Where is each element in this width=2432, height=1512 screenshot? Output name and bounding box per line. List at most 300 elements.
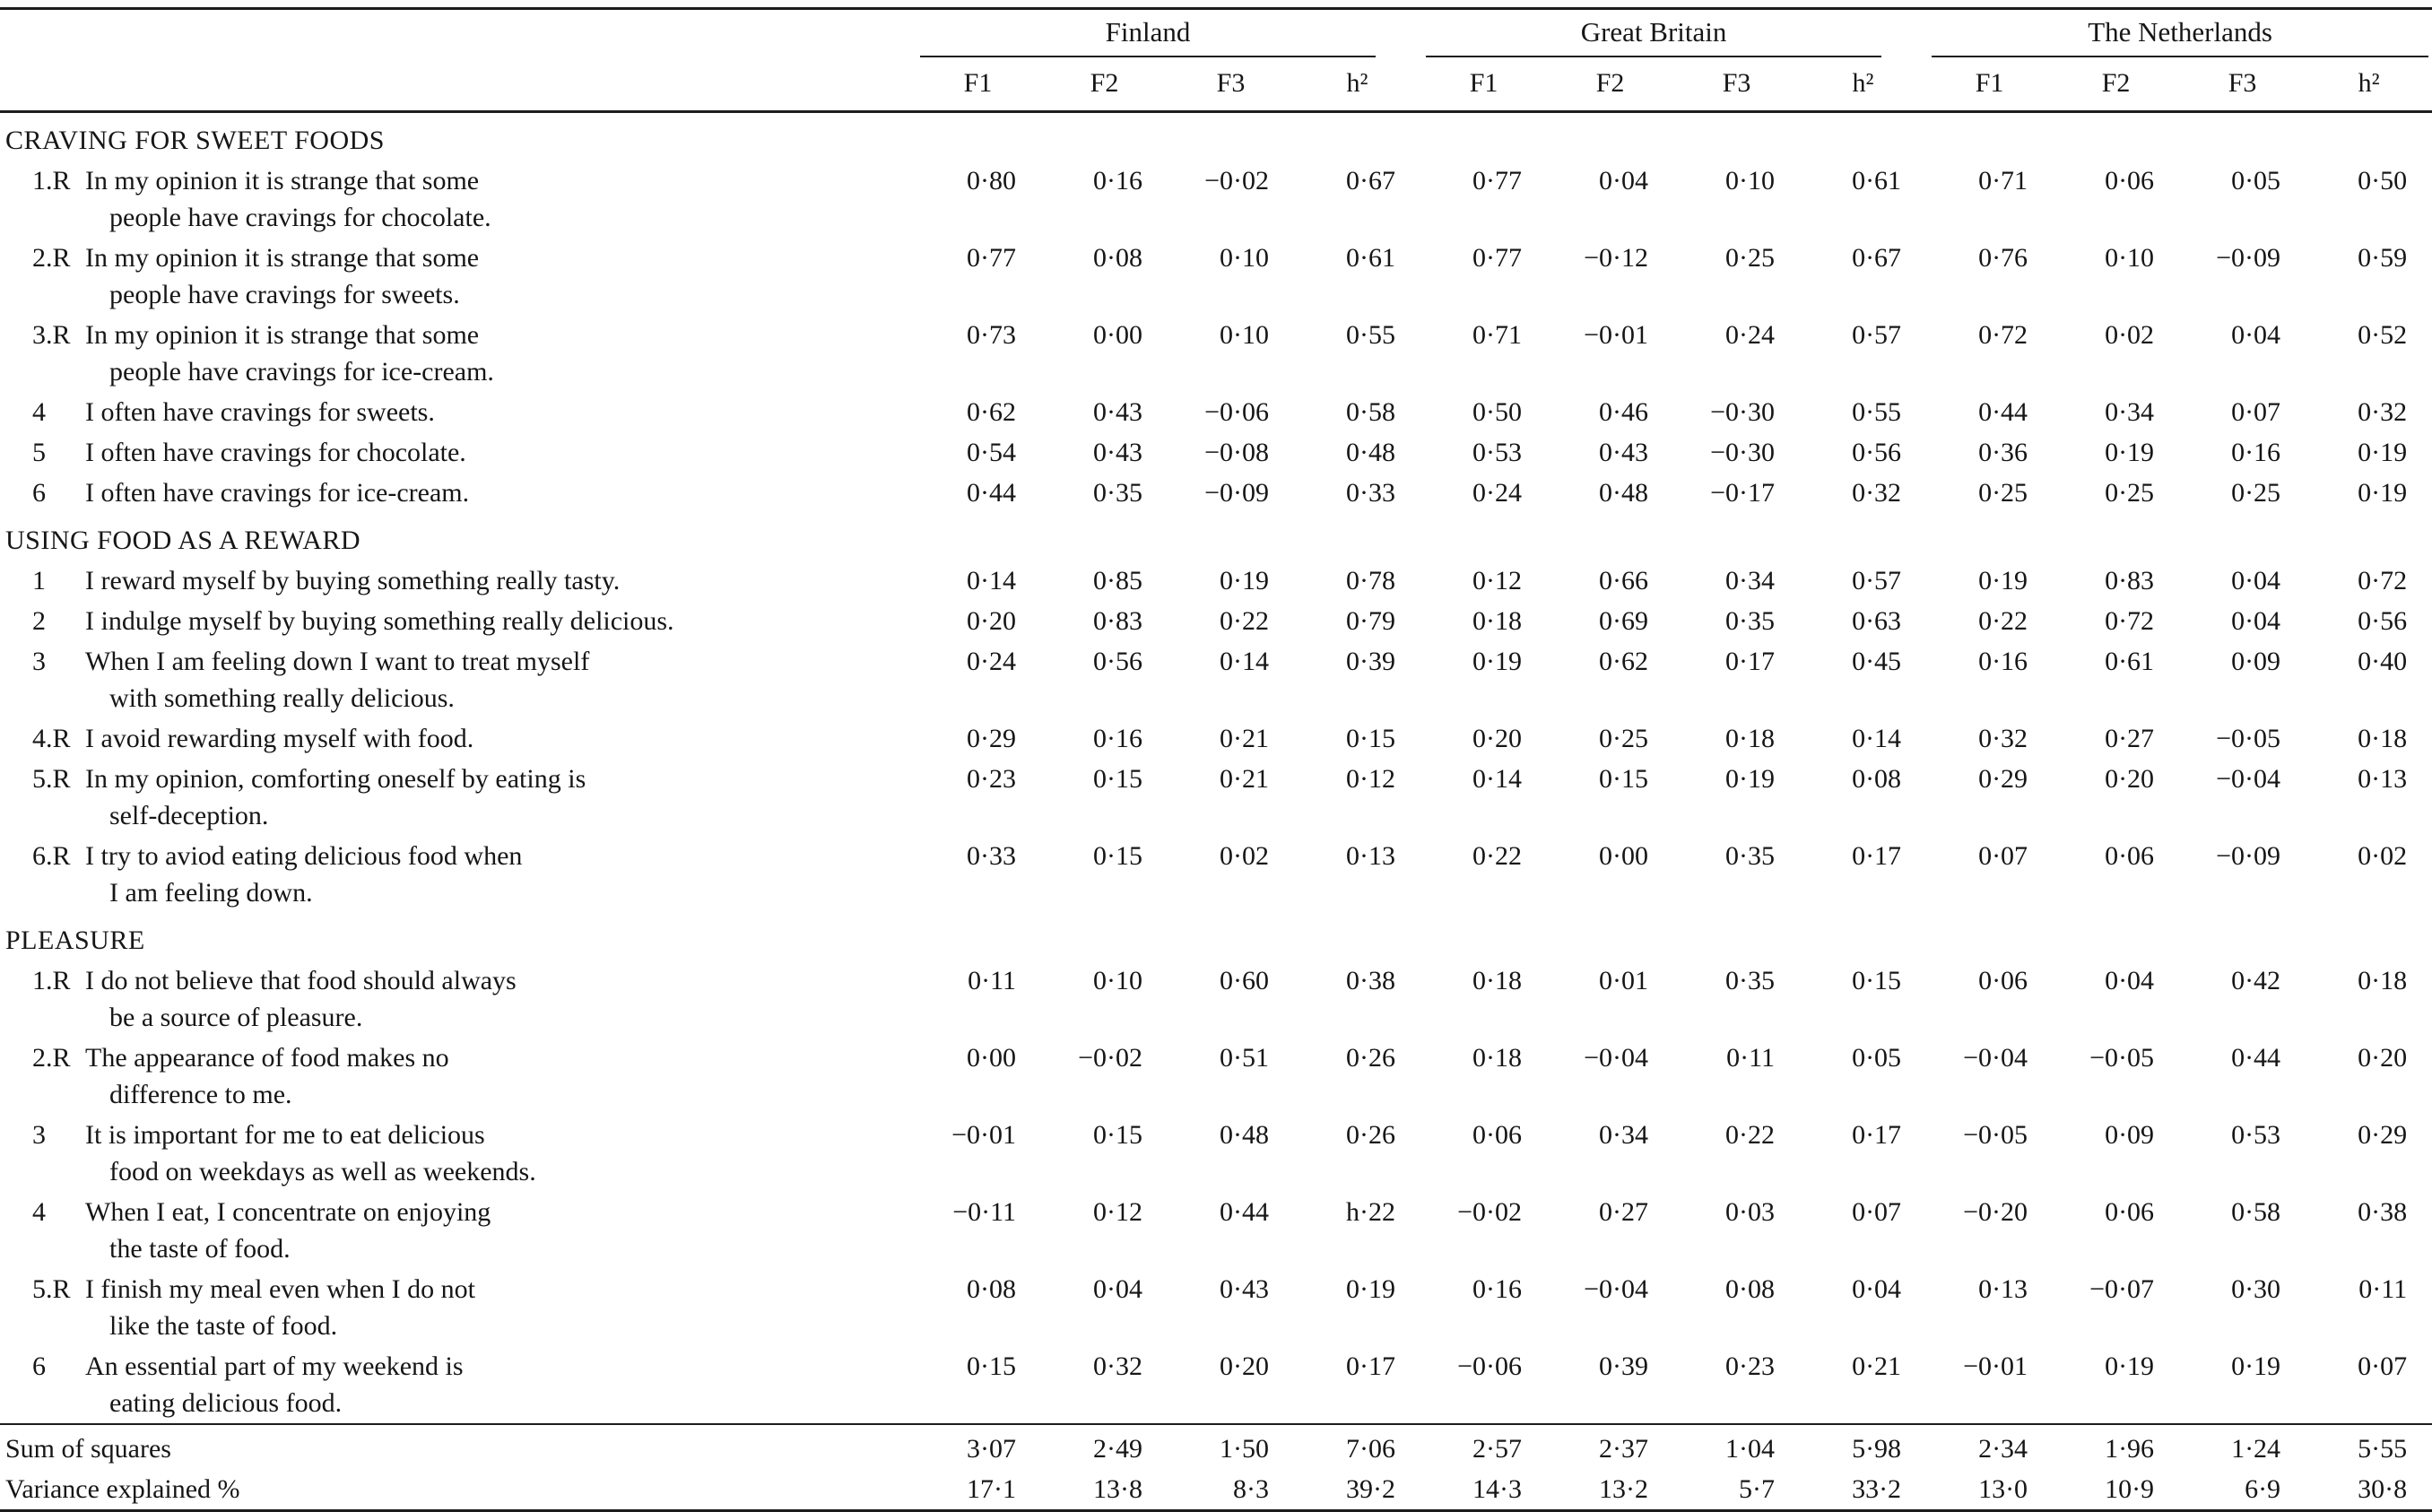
- loading-value: 0·69: [1599, 606, 1649, 636]
- loading-value: 0·11: [968, 966, 1016, 995]
- loading-value: 0·03: [1725, 1197, 1776, 1227]
- loading-value: 0·19: [2231, 1351, 2281, 1381]
- item-number: 5.R: [32, 764, 71, 794]
- loading-value: −0·04: [1584, 1043, 1649, 1073]
- statement-line: people have cravings for ice-cream.: [109, 357, 494, 387]
- loading-value: −0·04: [2216, 764, 2281, 794]
- loading-value: 0·19: [1725, 764, 1776, 794]
- statement-line: eating delicious food.: [109, 1388, 343, 1418]
- loading-value: 0·29: [1978, 764, 2028, 794]
- loading-value: 0·20: [2358, 1043, 2408, 1073]
- item-row: [0, 1269, 2432, 1346]
- loading-value: −0·06: [1204, 397, 1269, 427]
- item-row: [0, 836, 2432, 913]
- loading-value: 0·16: [1978, 647, 2028, 676]
- loading-value: 0·04: [2105, 966, 2155, 995]
- loading-value: 0·16: [2231, 438, 2281, 467]
- loading-value: 0·57: [1852, 566, 1902, 595]
- loading-value: 0·25: [1725, 243, 1776, 273]
- loading-value: 0·14: [1220, 647, 1269, 676]
- loading-value: 0·07: [2231, 397, 2281, 427]
- loading-value: 0·18: [1472, 606, 1523, 636]
- loading-value: 0·44: [1220, 1197, 1269, 1227]
- loading-value: 0·06: [1978, 966, 2028, 995]
- column-header: h²: [1800, 57, 1926, 112]
- loading-value: 0·21: [1852, 1351, 1902, 1381]
- loading-value: h·22: [1346, 1197, 1396, 1227]
- item-statement: [85, 560, 915, 601]
- loading-value: 0·02: [2358, 841, 2408, 871]
- loading-value: 0·22: [1220, 606, 1269, 636]
- loading-value: 0·63: [1852, 606, 1902, 636]
- loading-value: 0·20: [1472, 724, 1523, 753]
- loading-value: 0·29: [967, 724, 1016, 753]
- factor-columns-row: [0, 57, 2432, 112]
- column-header: F3: [1673, 57, 1800, 112]
- statement-line: I often have cravings for ice-cream.: [85, 478, 470, 508]
- item-row: [0, 1038, 2432, 1115]
- footer-label: Variance explained %: [5, 1474, 240, 1504]
- section-title: USING FOOD AS A REWARD: [5, 526, 361, 555]
- column-header: F3: [2179, 57, 2306, 112]
- group-underline: [920, 13, 1376, 57]
- column-header: F1: [915, 57, 1041, 112]
- column-header: F3: [1168, 57, 1294, 112]
- loading-value: 0·66: [1599, 566, 1649, 595]
- footer-row: [0, 1424, 2432, 1469]
- loading-value: 0·29: [2358, 1120, 2408, 1150]
- footer-value: 1·96: [2053, 1424, 2179, 1469]
- section-title: PLEASURE: [5, 925, 145, 955]
- loading-value: 0·32: [1978, 724, 2028, 753]
- loading-value: −0·12: [1584, 243, 1649, 273]
- loading-value: 0·18: [2358, 966, 2408, 995]
- loading-value: 0·08: [967, 1274, 1016, 1304]
- loading-value: 0·17: [1852, 1120, 1902, 1150]
- footer-value: 7·06: [1294, 1424, 1420, 1469]
- loading-value: 0·23: [1725, 1351, 1776, 1381]
- loading-value: 0·18: [1472, 966, 1523, 995]
- statement-line: like the taste of food.: [109, 1311, 338, 1341]
- loading-value: 0·19: [1346, 1274, 1396, 1304]
- loading-value: 0·54: [967, 438, 1016, 467]
- item-number: 5.R: [32, 1274, 71, 1304]
- loading-value: 0·32: [1852, 478, 1902, 508]
- loading-value: 0·19: [2105, 438, 2155, 467]
- column-header: F1: [1926, 57, 2053, 112]
- footer-value: 6·9: [2245, 1474, 2281, 1504]
- loading-value: −0·07: [2089, 1274, 2155, 1304]
- item-number: 2.R: [32, 243, 71, 273]
- loading-value: 0·07: [2358, 1351, 2408, 1381]
- item-statement: [85, 1115, 915, 1192]
- statement-line: I try to aviod eating delicious food when: [85, 841, 523, 871]
- loading-value: 0·34: [1599, 1120, 1649, 1150]
- loading-value: 0·14: [1852, 724, 1902, 753]
- statement-line: food on weekdays as well as weekends.: [109, 1157, 536, 1186]
- item-number: 6: [32, 1351, 46, 1381]
- section-title: CRAVING FOR SWEET FOODS: [5, 126, 385, 155]
- section-row: [0, 112, 2432, 161]
- factor-loadings-table: [0, 7, 2432, 1512]
- loading-value: 0·78: [1346, 566, 1396, 595]
- loading-value: 0·32: [1093, 1351, 1142, 1381]
- footer-value: 1·50: [1168, 1424, 1294, 1469]
- loading-value: 0·07: [1978, 841, 2028, 871]
- loading-value: 0·06: [1472, 1120, 1523, 1150]
- column-header: F2: [1041, 57, 1168, 112]
- loading-value: 0·04: [1093, 1274, 1142, 1304]
- loading-value: 0·06: [2105, 841, 2155, 871]
- column-header: F2: [1547, 57, 1673, 112]
- statement-line: I avoid rewarding myself with food.: [85, 724, 474, 753]
- item-number: 1.R: [32, 166, 71, 196]
- group-label: The Netherlands: [2088, 16, 2272, 48]
- loading-value: −0·20: [1963, 1197, 2028, 1227]
- loading-value: 0·35: [1725, 841, 1776, 871]
- statement-line: In my opinion it is strange that some: [85, 243, 480, 273]
- loading-value: −0·06: [1457, 1351, 1523, 1381]
- loading-value: −0·05: [2089, 1043, 2155, 1073]
- item-row: [0, 432, 2432, 473]
- item-number: 4.R: [32, 724, 71, 753]
- footer-value: 2·34: [1926, 1424, 2053, 1469]
- item-row: [0, 392, 2432, 432]
- statement-line: be a source of pleasure.: [109, 1003, 363, 1032]
- loading-value: 0·39: [1599, 1351, 1649, 1381]
- item-row: [0, 315, 2432, 392]
- item-statement: [85, 1346, 915, 1424]
- footer-value: 2·37: [1547, 1424, 1673, 1469]
- loading-value: 0·35: [1725, 606, 1776, 636]
- loading-value: −0·04: [1963, 1043, 2028, 1073]
- loading-value: −0·11: [952, 1197, 1016, 1227]
- loading-value: 0·19: [2105, 1351, 2155, 1381]
- loading-value: 0·15: [1346, 724, 1396, 753]
- loading-value: 0·83: [2105, 566, 2155, 595]
- item-number: 2.R: [32, 1043, 71, 1073]
- loading-value: 0·83: [1093, 606, 1142, 636]
- loading-value: −0·30: [1710, 438, 1776, 467]
- loading-value: 0·14: [967, 566, 1016, 595]
- loading-value: 0·67: [1852, 243, 1902, 273]
- footer-value: 5·98: [1800, 1424, 1926, 1469]
- statement-line: In my opinion it is strange that some: [85, 166, 480, 196]
- footer-row: [0, 1469, 2432, 1511]
- loading-value: 0·21: [1220, 724, 1269, 753]
- loading-value: 0·08: [1852, 764, 1902, 794]
- item-number: 3.R: [32, 320, 71, 350]
- loading-value: 0·34: [1725, 566, 1776, 595]
- loading-value: 0·04: [2231, 606, 2281, 636]
- item-statement: [85, 601, 915, 641]
- loading-value: 0·35: [1093, 478, 1142, 508]
- loading-value: 0·25: [2231, 478, 2281, 508]
- loading-value: 0·61: [2105, 647, 2155, 676]
- statement-line: I reward myself by buying something really tasty.: [85, 566, 621, 595]
- loading-value: 0·20: [2105, 764, 2155, 794]
- loading-value: 0·40: [2358, 647, 2408, 676]
- loading-value: 0·25: [1978, 478, 2028, 508]
- loading-value: 0·25: [1599, 724, 1649, 753]
- loading-value: 0·04: [1852, 1274, 1902, 1304]
- loading-value: 0·08: [1725, 1274, 1776, 1304]
- loading-value: 0·12: [1346, 764, 1396, 794]
- group-header: [1926, 9, 2432, 58]
- loading-value: −0·01: [1963, 1351, 2028, 1381]
- loading-value: −0·04: [1584, 1274, 1649, 1304]
- loading-value: −0·09: [2216, 841, 2281, 871]
- loading-value: 0·11: [1726, 1043, 1776, 1073]
- item-number: 3: [32, 647, 46, 676]
- item-row: [0, 161, 2432, 238]
- loading-value: 0·07: [1852, 1197, 1902, 1227]
- loading-value: 0·16: [1472, 1274, 1523, 1304]
- group-header: [915, 9, 1420, 58]
- loading-value: 0·53: [2231, 1120, 2281, 1150]
- item-number: 4: [32, 397, 46, 427]
- item-number: 1.R: [32, 966, 71, 995]
- loading-value: −0·08: [1204, 438, 1269, 467]
- country-groups-row: [0, 9, 2432, 58]
- loading-value: 0·13: [1346, 841, 1396, 871]
- item-number: 6.R: [32, 841, 71, 871]
- section-row: [0, 513, 2432, 560]
- loading-value: 0·27: [1599, 1197, 1649, 1227]
- header-spacer: [0, 9, 915, 58]
- statement-line: When I eat, I concentrate on enjoying: [85, 1197, 491, 1227]
- item-statement: [85, 238, 915, 315]
- loading-value: 0·10: [1220, 243, 1269, 273]
- loading-value: 0·04: [2231, 566, 2281, 595]
- loading-value: 0·46: [1599, 397, 1649, 427]
- loading-value: 0·14: [1472, 764, 1523, 794]
- loading-value: 0·62: [1599, 647, 1649, 676]
- table-body: [0, 112, 2432, 1511]
- footer-value: 13·0: [1978, 1474, 2028, 1504]
- item-statement: [85, 1192, 915, 1269]
- footer-value: 39·2: [1346, 1474, 1396, 1504]
- footer-value: 2·57: [1420, 1424, 1547, 1469]
- statement-line: It is important for me to eat delicious: [85, 1120, 485, 1150]
- item-statement: [85, 1038, 915, 1115]
- item-row: [0, 960, 2432, 1038]
- loading-value: −0·09: [1204, 478, 1269, 508]
- loading-value: 0·11: [2358, 1274, 2408, 1304]
- loading-value: 0·48: [1220, 1120, 1269, 1150]
- group-label: Finland: [1105, 16, 1191, 48]
- table-header: [0, 9, 2432, 112]
- loading-value: 0·56: [1093, 647, 1142, 676]
- header-spacer: [0, 57, 915, 112]
- item-row: [0, 1346, 2432, 1424]
- footer-value: 3·07: [915, 1424, 1041, 1469]
- loading-value: 0·19: [2358, 478, 2408, 508]
- loading-value: 0·17: [1852, 841, 1902, 871]
- item-row: [0, 641, 2432, 718]
- group-header: [1420, 9, 1926, 58]
- loading-value: 0·61: [1852, 166, 1902, 196]
- item-statement: [85, 161, 915, 238]
- loading-value: 0·77: [1472, 166, 1523, 196]
- statement-line: I often have cravings for sweets.: [85, 397, 435, 427]
- loading-value: 0·18: [1725, 724, 1776, 753]
- loading-value: 0·23: [967, 764, 1016, 794]
- statement-line: self-deception.: [109, 801, 269, 830]
- loading-value: 0·15: [1093, 841, 1142, 871]
- loading-value: 0·71: [1978, 166, 2028, 196]
- footer-value: 1·24: [2179, 1424, 2306, 1469]
- statement-line: When I am feeling down I want to treat myself: [85, 647, 590, 676]
- item-row: [0, 601, 2432, 641]
- item-row: [0, 473, 2432, 513]
- item-statement: [85, 432, 915, 473]
- item-statement: [85, 1269, 915, 1346]
- loading-value: 0·16: [1093, 724, 1142, 753]
- loading-value: 0·05: [1852, 1043, 1902, 1073]
- loading-value: 0·59: [2358, 243, 2408, 273]
- loading-value: 0·35: [1725, 966, 1776, 995]
- loading-value: −0·01: [1584, 320, 1649, 350]
- loading-value: 0·32: [2358, 397, 2408, 427]
- loading-value: 0·58: [2231, 1197, 2281, 1227]
- column-header: h²: [1294, 57, 1420, 112]
- item-statement: [85, 392, 915, 432]
- loading-value: 0·33: [967, 841, 1016, 871]
- item-number: 6: [32, 478, 46, 508]
- item-statement: [85, 473, 915, 513]
- loading-value: −0·01: [951, 1120, 1016, 1150]
- statement-line: the taste of food.: [109, 1234, 291, 1264]
- item-row: [0, 1192, 2432, 1269]
- loading-value: 0·38: [1346, 966, 1396, 995]
- loading-value: 0·19: [1472, 647, 1523, 676]
- loading-value: 0·80: [967, 166, 1016, 196]
- loading-value: 0·22: [1725, 1120, 1776, 1150]
- loading-value: 0·02: [2105, 320, 2155, 350]
- loading-value: 0·77: [967, 243, 1016, 273]
- statement-line: I often have cravings for chocolate.: [85, 438, 466, 467]
- loading-value: 0·50: [2358, 166, 2408, 196]
- loading-value: 0·45: [1852, 647, 1902, 676]
- item-statement: [85, 315, 915, 392]
- footer-value: 13·2: [1599, 1474, 1649, 1504]
- item-statement: [85, 718, 915, 759]
- loading-value: 0·60: [1220, 966, 1269, 995]
- loading-value: 0·48: [1346, 438, 1396, 467]
- footer-value: 14·3: [1472, 1474, 1523, 1504]
- loading-value: 0·57: [1852, 320, 1902, 350]
- loading-value: 0·36: [1978, 438, 2028, 467]
- loading-value: 0·85: [1093, 566, 1142, 595]
- loading-value: 0·43: [1599, 438, 1649, 467]
- loading-value: 0·44: [1978, 397, 2028, 427]
- statement-line: The appearance of food makes no: [85, 1043, 449, 1073]
- loading-value: 0·16: [1093, 166, 1142, 196]
- loading-value: 0·73: [967, 320, 1016, 350]
- statement-line: difference to me.: [109, 1080, 292, 1109]
- loading-value: 0·38: [2358, 1197, 2408, 1227]
- loading-value: 0·00: [967, 1043, 1016, 1073]
- loading-value: 0·76: [1978, 243, 2028, 273]
- item-number: 5: [32, 438, 46, 467]
- group-underline: [1426, 13, 1881, 57]
- loading-value: 0·44: [2231, 1043, 2281, 1073]
- loading-value: 0·50: [1472, 397, 1523, 427]
- loading-value: 0·19: [2358, 438, 2408, 467]
- item-number: 1: [32, 566, 46, 595]
- loading-value: 0·19: [1978, 566, 2028, 595]
- statement-line: people have cravings for chocolate.: [109, 203, 491, 232]
- loading-value: 0·01: [1599, 966, 1649, 995]
- loading-value: 0·55: [1346, 320, 1396, 350]
- loading-value: 0·42: [2231, 966, 2281, 995]
- item-row: [0, 560, 2432, 601]
- group-label: Great Britain: [1580, 16, 1727, 48]
- item-statement: [85, 641, 915, 718]
- loading-value: 0·44: [967, 478, 1016, 508]
- loading-value: 0·56: [2358, 606, 2408, 636]
- statement-line: I am feeling down.: [109, 878, 313, 908]
- statement-line: An essential part of my weekend is: [85, 1351, 464, 1381]
- column-header: h²: [2306, 57, 2432, 112]
- footer-value: 5·7: [1739, 1474, 1776, 1504]
- item-statement: [85, 960, 915, 1038]
- loading-value: 0·22: [1978, 606, 2028, 636]
- loading-value: 0·39: [1346, 647, 1396, 676]
- loading-value: 0·43: [1093, 397, 1142, 427]
- loading-value: 0·58: [1346, 397, 1396, 427]
- loading-value: −0·09: [2216, 243, 2281, 273]
- loading-value: 0·25: [2105, 478, 2155, 508]
- item-row: [0, 759, 2432, 836]
- item-number: 2: [32, 606, 46, 636]
- loading-value: 0·61: [1346, 243, 1396, 273]
- loading-value: −0·02: [1457, 1197, 1523, 1227]
- loading-value: −0·02: [1078, 1043, 1142, 1073]
- column-header: F2: [2053, 57, 2179, 112]
- loading-value: 0·72: [2105, 606, 2155, 636]
- statement-line: with something really delicious.: [109, 683, 455, 713]
- loading-value: 0·24: [967, 647, 1016, 676]
- statement-line: I do not believe that food should always: [85, 966, 517, 995]
- loading-value: −0·05: [1963, 1120, 2028, 1150]
- loading-value: 0·34: [2105, 397, 2155, 427]
- loading-value: 0·24: [1472, 478, 1523, 508]
- loading-value: 0·15: [1093, 764, 1142, 794]
- loading-value: 0·77: [1472, 243, 1523, 273]
- column-header: F1: [1420, 57, 1547, 112]
- item-row: [0, 1115, 2432, 1192]
- loading-value: 0·13: [2358, 764, 2408, 794]
- loading-value: 0·10: [1725, 166, 1776, 196]
- statement-line: I finish my meal even when I do not: [85, 1274, 475, 1304]
- section-row: [0, 913, 2432, 960]
- loading-value: −0·30: [1710, 397, 1776, 427]
- loading-value: 0·17: [1725, 647, 1776, 676]
- item-statement: [85, 836, 915, 913]
- loading-value: 0·26: [1346, 1120, 1396, 1150]
- item-number: 3: [32, 1120, 46, 1150]
- loading-value: 0·24: [1725, 320, 1776, 350]
- loading-value: 0·10: [1220, 320, 1269, 350]
- footer-value: 1·04: [1673, 1424, 1800, 1469]
- loading-value: 0·06: [2105, 166, 2155, 196]
- loading-value: 0·53: [1472, 438, 1523, 467]
- loading-value: 0·79: [1346, 606, 1396, 636]
- loading-value: 0·72: [1978, 320, 2028, 350]
- loading-value: 0·15: [1599, 764, 1649, 794]
